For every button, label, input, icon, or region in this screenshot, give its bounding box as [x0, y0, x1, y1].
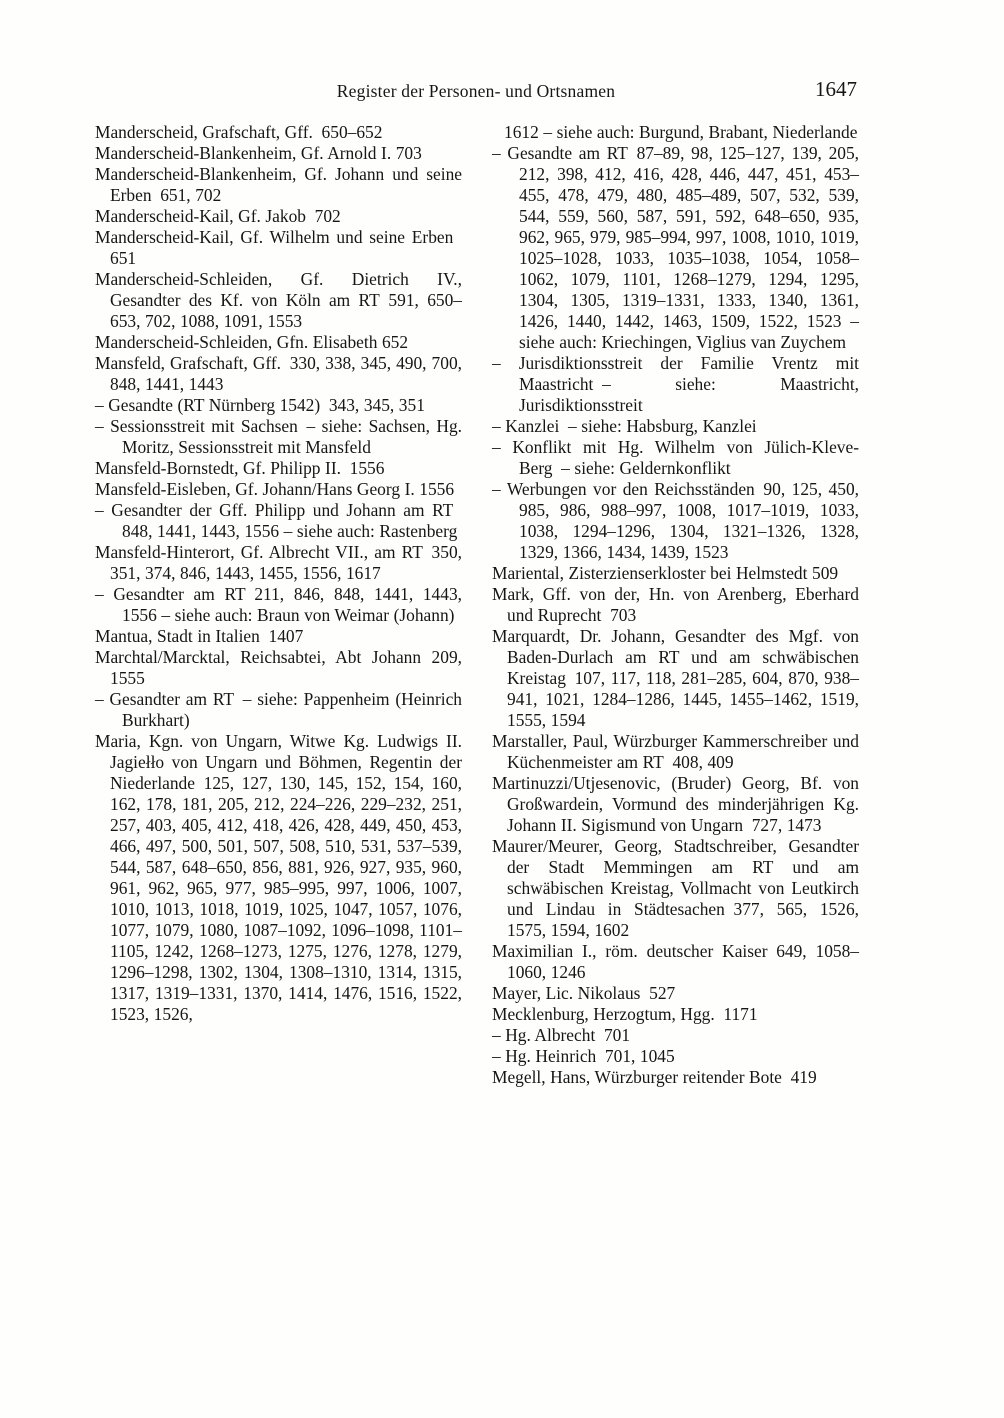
- index-entry: Manderscheid-Blankenheim, Gf. Johann und seine Erben 651, 702: [95, 164, 462, 205]
- index-entry: Mansfeld, Grafschaft, Gff. 330, 338, 345, 490, 700, 848, 1441, 1443: [95, 353, 462, 394]
- left-column: [95, 122, 462, 1088]
- index-entry: – Werbungen vor den Reichsständen 90, 125, 450, 985, 986, 988–997, 1008, 1017–1019, 1033, 1038, 1294–1296, 1304, 1321–1326, 1328, 1329, 1366, 1434, 1439, 1523: [492, 479, 859, 562]
- index-entry: – Gesandter der Gff. Philipp und Johann am RT 848, 1441, 1443, 1556 – siehe auch: Rastenberg: [95, 500, 462, 541]
- page-number: 1647: [815, 77, 857, 101]
- index-entry: Marchtal/Marcktal, Reichsabtei, Abt Johann 209, 1555: [95, 647, 462, 688]
- index-entry: – Gesandter am RT – siehe: Pappenheim (Heinrich Burkhart): [95, 689, 462, 730]
- index-entry: – Kanzlei – siehe: Habsburg, Kanzlei: [492, 416, 757, 436]
- index-entry: – Jurisdiktionsstreit der Familie Vrentz mit Maastricht – siehe: Maastricht, Jurisdiktionsstreit: [492, 353, 859, 415]
- index-entry: Manderscheid, Grafschaft, Gff. 650–652: [95, 122, 383, 142]
- index-entry: Mansfeld-Hinterort, Gf. Albrecht VII., am RT 350, 351, 374, 846, 1443, 1455, 1556, 1617: [95, 542, 462, 583]
- index-entry: Manderscheid-Kail, Gf. Jakob 702: [95, 206, 341, 226]
- index-entry: Marstaller, Paul, Würzburger Kammerschreiber und Küchenmeister am RT 408, 409: [492, 731, 859, 772]
- index-entry: Mecklenburg, Herzogtum, Hgg. 1171: [492, 1004, 758, 1024]
- index-entry: Manderscheid-Schleiden, Gfn. Elisabeth 652: [95, 332, 409, 352]
- index-entry: Mantua, Stadt in Italien 1407: [95, 626, 304, 646]
- index-entry: – Konflikt mit Hg. Wilhelm von Jülich-Kleve-Berg – siehe: Geldernkonflikt: [492, 437, 859, 478]
- index-entry: Marquardt, Dr. Johann, Gesandter des Mgf. von Baden-Durlach am RT und am schwäbischen Kreistag 107, 117, 118, 281–285, 604, 870, 938–941, 1021, 1284–1286, 1445, 1455–1462, 1519, 1555, 1594: [492, 626, 859, 730]
- index-entry: – Gesandte am RT 87–89, 98, 125–127, 139, 205, 212, 398, 412, 416, 428, 446, 447, 451, 453–455, 478, 479, 480, 485–489, 507, 532, 539, 544, 559, 560, 587, 591, 592, 648–650, 935, 962, 965, 979, 985–994, 997, 1008, 1010, 1019, 1025–1028, 1033, 1035–1038, 1054, 1058–1062, 1079, 1101, 1268–1279, 1294, 1295, 1304, 1305, 1319–1331, 1333, 1340, 1361, 1426, 1440, 1442, 1463, 1509, 1522, 1523 – siehe auch: Kriechingen, Viglius van Zuychem: [492, 143, 859, 352]
- index-entry: – Hg. Heinrich 701, 1045: [492, 1046, 675, 1066]
- index-entry: Maximilian I., röm. deutscher Kaiser 649, 1058–1060, 1246: [492, 941, 859, 982]
- index-entry: Mansfeld-Eisleben, Gf. Johann/Hans Georg I. 1556: [95, 479, 455, 499]
- index-entry: Martinuzzi/Utjesenovic, (Bruder) Georg, Bf. von Großwardein, Vormund des minderjährigen Kg. Johann II. Sigismund von Ungarn 727, 1473: [492, 773, 859, 835]
- index-entry: Manderscheid-Kail, Gf. Wilhelm und seine Erben 651: [95, 227, 462, 268]
- index-entry: Maurer/Meurer, Georg, Stadtschreiber, Gesandter der Stadt Memmingen am RT und am schwäbischen Kreistag, Vollmacht von Leutkirch und Lindau in Städtesachen 377, 565, 1526, 1575, 1594, 1602: [492, 836, 859, 940]
- index-entry: Mansfeld-Bornstedt, Gf. Philipp II. 1556: [95, 458, 385, 478]
- index-entry: Maria, Kgn. von Ungarn, Witwe Kg. Ludwigs II. Jagiełło von Ungarn und Böhmen, Regentin der Niederlande 125, 127, 130, 145, 152, 154, 160, 162, 178, 181, 205, 212, 224–226, 229–232, 251, 257, 403, 405, 412, 418, 426, 428, 449, 450, 453, 466, 497, 500, 501, 507, 508, 510, 531, 537–539, 544, 587, 648–650, 856, 881, 926, 927, 935, 960, 961, 962, 965, 977, 985–995, 997, 1006, 1007, 1010, 1013, 1018, 1019, 1025, 1047, 1057, 1076, 1077, 1079, 1080, 1087–1092, 1096–1098, 1101–1105, 1242, 1268–1273, 1275, 1276, 1278, 1279, 1296–1298, 1302, 1304, 1308–1310, 1314, 1315, 1317, 1319–1331, 1370, 1414, 1476, 1516, 1522, 1523, 1526,: [95, 731, 462, 1024]
- index-columns: [95, 122, 859, 1088]
- running-head: Register der Personen- und Ortsnamen: [336, 81, 616, 101]
- index-entry: 1612 – siehe auch: Burgund, Brabant, Niederlande: [504, 122, 858, 142]
- index-entry: Megell, Hans, Würzburger reitender Bote 419: [492, 1067, 817, 1087]
- index-entry: – Hg. Albrecht 701: [492, 1025, 631, 1045]
- index-entry: Manderscheid-Blankenheim, Gf. Arnold I. 703: [95, 143, 422, 163]
- index-entry: – Sessionsstreit mit Sachsen – siehe: Sachsen, Hg. Moritz, Sessionsstreit mit Mansfeld: [95, 416, 462, 457]
- index-entry: Mayer, Lic. Nikolaus 527: [492, 983, 676, 1003]
- index-entry: – Gesandter am RT 211, 846, 848, 1441, 1443, 1556 – siehe auch: Braun von Weimar (Johann): [95, 584, 462, 625]
- index-entry: Mariental, Zisterzienserkloster bei Helmstedt 509: [492, 563, 839, 583]
- index-entry: Manderscheid-Schleiden, Gf. Dietrich IV., Gesandter des Kf. von Köln am RT 591, 650–653, 702, 1088, 1091, 1553: [95, 269, 462, 331]
- index-entry: Mark, Gff. von der, Hn. von Arenberg, Eberhard und Ruprecht 703: [492, 584, 859, 625]
- right-column: [492, 122, 859, 1088]
- page-header: [95, 77, 857, 108]
- index-entry: – Gesandte (RT Nürnberg 1542) 343, 345, 351: [95, 395, 425, 415]
